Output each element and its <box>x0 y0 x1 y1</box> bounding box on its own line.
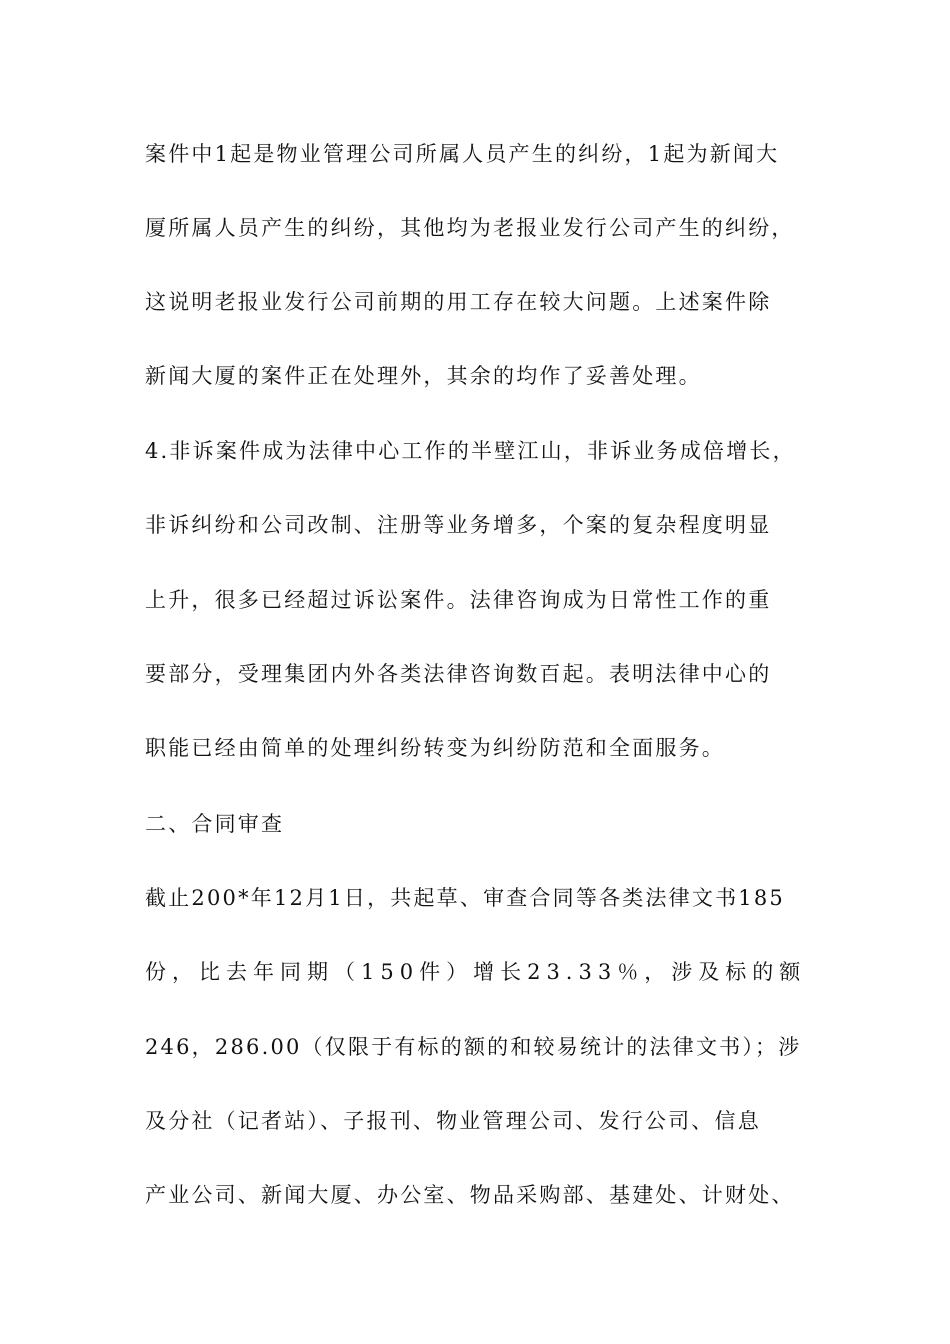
section-heading: 二、合同审查 <box>145 812 285 836</box>
text-line: 案件中1起是物业管理公司所属人员产生的纠纷，1起为新闻大 <box>145 142 780 166</box>
text-line: 要部分，受理集团内外各类法律咨询数百起。表明法律中心的 <box>145 662 772 686</box>
text-line: 份，比去年同期（150件）增长23.33％，涉及标的额 <box>145 960 807 984</box>
text-line: 厦所属人员产生的纠纷，其他均为老报业发行公司产生的纠纷， <box>145 216 795 240</box>
text-line: 截止200*年12月1日，共起草、审查合同等各类法律文书185 <box>145 886 785 910</box>
text-line: 这说明老报业发行公司前期的用工存在较大问题。上述案件除 <box>145 290 772 314</box>
text-line: 及分社（记者站）、子报刊、物业管理公司、发行公司、信息 <box>145 1109 761 1133</box>
text-line: 246，286.00（仅限于有标的额的和较易统计的法律文书）；涉 <box>145 1035 802 1059</box>
text-line: 上升，很多已经超过诉讼案件。法律咨询成为日常性工作的重 <box>145 588 772 612</box>
text-line: 职能已经由简单的处理纠纷转变为纠纷防范和全面服务。 <box>145 736 725 760</box>
text-line: 4.非诉案件成为法律中心工作的半壁江山，非诉业务成倍增长， <box>145 439 796 463</box>
text-line: 非诉纠纷和公司改制、注册等业务增多，个案的复杂程度明显 <box>145 513 772 537</box>
text-line: 产业公司、新闻大厦、办公室、物品采购部、基建处、计财处、 <box>145 1183 795 1207</box>
text-line: 新闻大厦的案件正在处理外，其余的均作了妥善处理。 <box>145 364 702 388</box>
